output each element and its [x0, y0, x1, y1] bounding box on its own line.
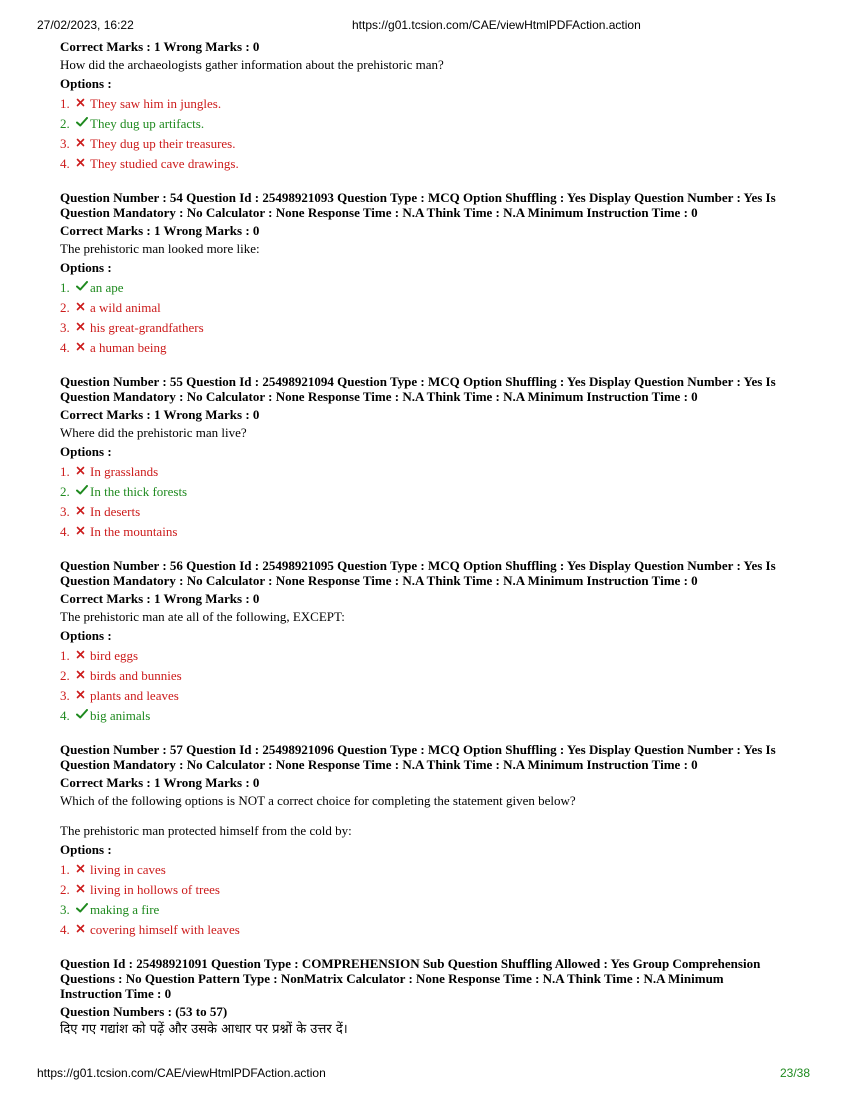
comprehension-block: [60, 956, 795, 1039]
question-header-line: Question Mandatory : No Calculator : None Response Time : N.A Think Time : N.A Minimum Instruction Time : 0: [60, 205, 698, 220]
cross-icon: [76, 522, 90, 542]
option-text: bird eggs: [90, 648, 139, 663]
option-number: 2.: [60, 484, 70, 499]
cross-icon: [76, 502, 90, 522]
cross-icon: [76, 154, 90, 174]
option-item: [60, 278, 795, 298]
options-label: Options :: [60, 260, 112, 275]
check-icon: [76, 114, 90, 134]
option-number: 1.: [60, 96, 70, 111]
option-item: [60, 706, 795, 726]
option-item: [60, 94, 795, 114]
footer-url: https://g01.tcsion.com/CAE/viewHtmlPDFAction.action: [37, 1066, 326, 1080]
question-numbers: Question Numbers : (53 to 57): [60, 1004, 228, 1019]
option-number: 1.: [60, 464, 70, 479]
question-text: How did the archaeologists gather information about the prehistoric man?: [60, 57, 444, 72]
options-label: Options :: [60, 76, 112, 91]
marks-line: Correct Marks : 1 Wrong Marks : 0: [60, 591, 260, 606]
header-url: https://g01.tcsion.com/CAE/viewHtmlPDFAction.action: [352, 18, 641, 32]
option-item: [60, 522, 795, 542]
option-number: 2.: [60, 300, 70, 315]
option-text: In grasslands: [90, 464, 159, 479]
option-number: 4.: [60, 708, 70, 723]
options-list: [60, 860, 795, 940]
option-number: 3.: [60, 320, 70, 335]
option-text: big animals: [90, 708, 151, 723]
options-list: [60, 278, 795, 358]
option-item: [60, 920, 795, 940]
print-datetime: 27/02/2023, 16:22: [37, 18, 134, 32]
check-icon: [76, 900, 90, 920]
cross-icon: [76, 298, 90, 318]
page-content: [60, 38, 795, 1039]
option-number: 2.: [60, 116, 70, 131]
question-block: [60, 558, 795, 726]
option-item: [60, 318, 795, 338]
option-number: 2.: [60, 882, 70, 897]
marks-line: Correct Marks : 1 Wrong Marks : 0: [60, 775, 260, 790]
option-item: [60, 900, 795, 920]
question-53-tail: [60, 38, 795, 174]
option-text: In the thick forests: [90, 484, 188, 499]
option-item: [60, 338, 795, 358]
question-block: [60, 742, 795, 940]
check-icon: [76, 278, 90, 298]
question-header-line: Question Mandatory : No Calculator : None Response Time : N.A Think Time : N.A Minimum Instruction Time : 0: [60, 757, 698, 772]
comprehension-header-line: Question Id : 25498921091 Question Type : COMPREHENSION Sub Question Shuffling Allowed : Yes Group Comprehension: [60, 956, 761, 971]
check-icon: [76, 482, 90, 502]
cross-icon: [76, 134, 90, 154]
option-text: making a fire: [90, 902, 160, 917]
question-text: The prehistoric man looked more like:: [60, 241, 260, 256]
question-header-line: Question Mandatory : No Calculator : None Response Time : N.A Think Time : N.A Minimum Instruction Time : 0: [60, 389, 698, 404]
option-number: 3.: [60, 902, 70, 917]
marks-line: Correct Marks : 1 Wrong Marks : 0: [60, 223, 260, 238]
option-text: They dug up their treasures.: [90, 136, 236, 151]
option-number: 4.: [60, 922, 70, 937]
option-item: [60, 482, 795, 502]
question-header-line: Question Number : 56 Question Id : 25498921095 Question Type : MCQ Option Shuffling : Yes Display Question Number : Yes Is: [60, 558, 776, 573]
marks-line: Correct Marks : 1 Wrong Marks : 0: [60, 407, 260, 422]
option-text: They saw him in jungles.: [90, 96, 222, 111]
option-item: [60, 880, 795, 900]
option-text: plants and leaves: [90, 688, 179, 703]
cross-icon: [76, 880, 90, 900]
option-item: [60, 502, 795, 522]
options-list: [60, 462, 795, 542]
options-list: [60, 646, 795, 726]
option-text: living in hollows of trees: [90, 882, 220, 897]
page-footer: [0, 1066, 850, 1082]
check-icon: [76, 706, 90, 726]
cross-icon: [76, 318, 90, 338]
option-item: [60, 114, 795, 134]
question-text: The prehistoric man ate all of the following, EXCEPT:: [60, 609, 345, 624]
option-number: 1.: [60, 862, 70, 877]
question-text: Where did the prehistoric man live?: [60, 425, 247, 440]
option-item: [60, 298, 795, 318]
option-number: 3.: [60, 136, 70, 151]
cross-icon: [76, 666, 90, 686]
option-text: his great-grandfathers: [90, 320, 204, 335]
page-header: [0, 18, 850, 34]
option-text: They studied cave drawings.: [90, 156, 239, 171]
option-item: [60, 462, 795, 482]
option-number: 1.: [60, 280, 70, 295]
option-number: 4.: [60, 156, 70, 171]
question-text: Which of the following options is NOT a correct choice for completing the statement given below?: [60, 793, 576, 808]
option-number: 3.: [60, 504, 70, 519]
option-text: a wild animal: [90, 300, 161, 315]
option-text: a human being: [90, 340, 167, 355]
options-label: Options :: [60, 444, 112, 459]
cross-icon: [76, 94, 90, 114]
option-item: [60, 646, 795, 666]
cross-icon: [76, 920, 90, 940]
option-number: 4.: [60, 524, 70, 539]
option-item: [60, 686, 795, 706]
option-text: covering himself with leaves: [90, 922, 240, 937]
cross-icon: [76, 860, 90, 880]
page-number: 23/38: [779, 1066, 810, 1080]
question-header-line: Question Number : 54 Question Id : 25498921093 Question Type : MCQ Option Shuffling : Yes Display Question Number : Yes Is: [60, 190, 776, 205]
option-text: In deserts: [90, 504, 141, 519]
options-label: Options :: [60, 842, 112, 857]
option-number: 2.: [60, 668, 70, 683]
comprehension-header-line: Instruction Time : 0: [60, 986, 172, 1001]
option-number: 3.: [60, 688, 70, 703]
option-text: an ape: [90, 280, 124, 295]
question-header-line: Question Number : 55 Question Id : 25498921094 Question Type : MCQ Option Shuffling : Yes Display Question Number : Yes Is: [60, 374, 776, 389]
question-header-line: Question Mandatory : No Calculator : None Response Time : N.A Think Time : N.A Minimum Instruction Time : 0: [60, 573, 698, 588]
options-list: [60, 94, 795, 174]
question-block: [60, 374, 795, 542]
option-text: In the mountains: [90, 524, 178, 539]
cross-icon: [76, 462, 90, 482]
question-block: [60, 190, 795, 358]
cross-icon: [76, 338, 90, 358]
option-item: [60, 666, 795, 686]
option-number: 4.: [60, 340, 70, 355]
marks-line: Correct Marks : 1 Wrong Marks : 0: [60, 39, 260, 54]
option-text: They dug up artifacts.: [90, 116, 205, 131]
option-number: 1.: [60, 648, 70, 663]
question-header-line: Question Number : 57 Question Id : 25498921096 Question Type : MCQ Option Shuffling : Yes Display Question Number : Yes Is: [60, 742, 776, 757]
options-label: Options :: [60, 628, 112, 643]
question-statement: The prehistoric man protected himself from the cold by:: [60, 823, 352, 838]
comprehension-header-line: Questions : No Question Pattern Type : NonMatrix Calculator : None Response Time : N.A Think Time : N.A Minimum: [60, 971, 724, 986]
option-item: [60, 860, 795, 880]
option-text: living in caves: [90, 862, 166, 877]
cross-icon: [76, 686, 90, 706]
instruction-hindi: दिए गए गद्यांश को पढ़ें और उसके आधार पर प्रश्नों के उत्तर दें।: [60, 1022, 348, 1037]
option-item: [60, 154, 795, 174]
cross-icon: [76, 646, 90, 666]
option-text: birds and bunnies: [90, 668, 182, 683]
option-item: [60, 134, 795, 154]
